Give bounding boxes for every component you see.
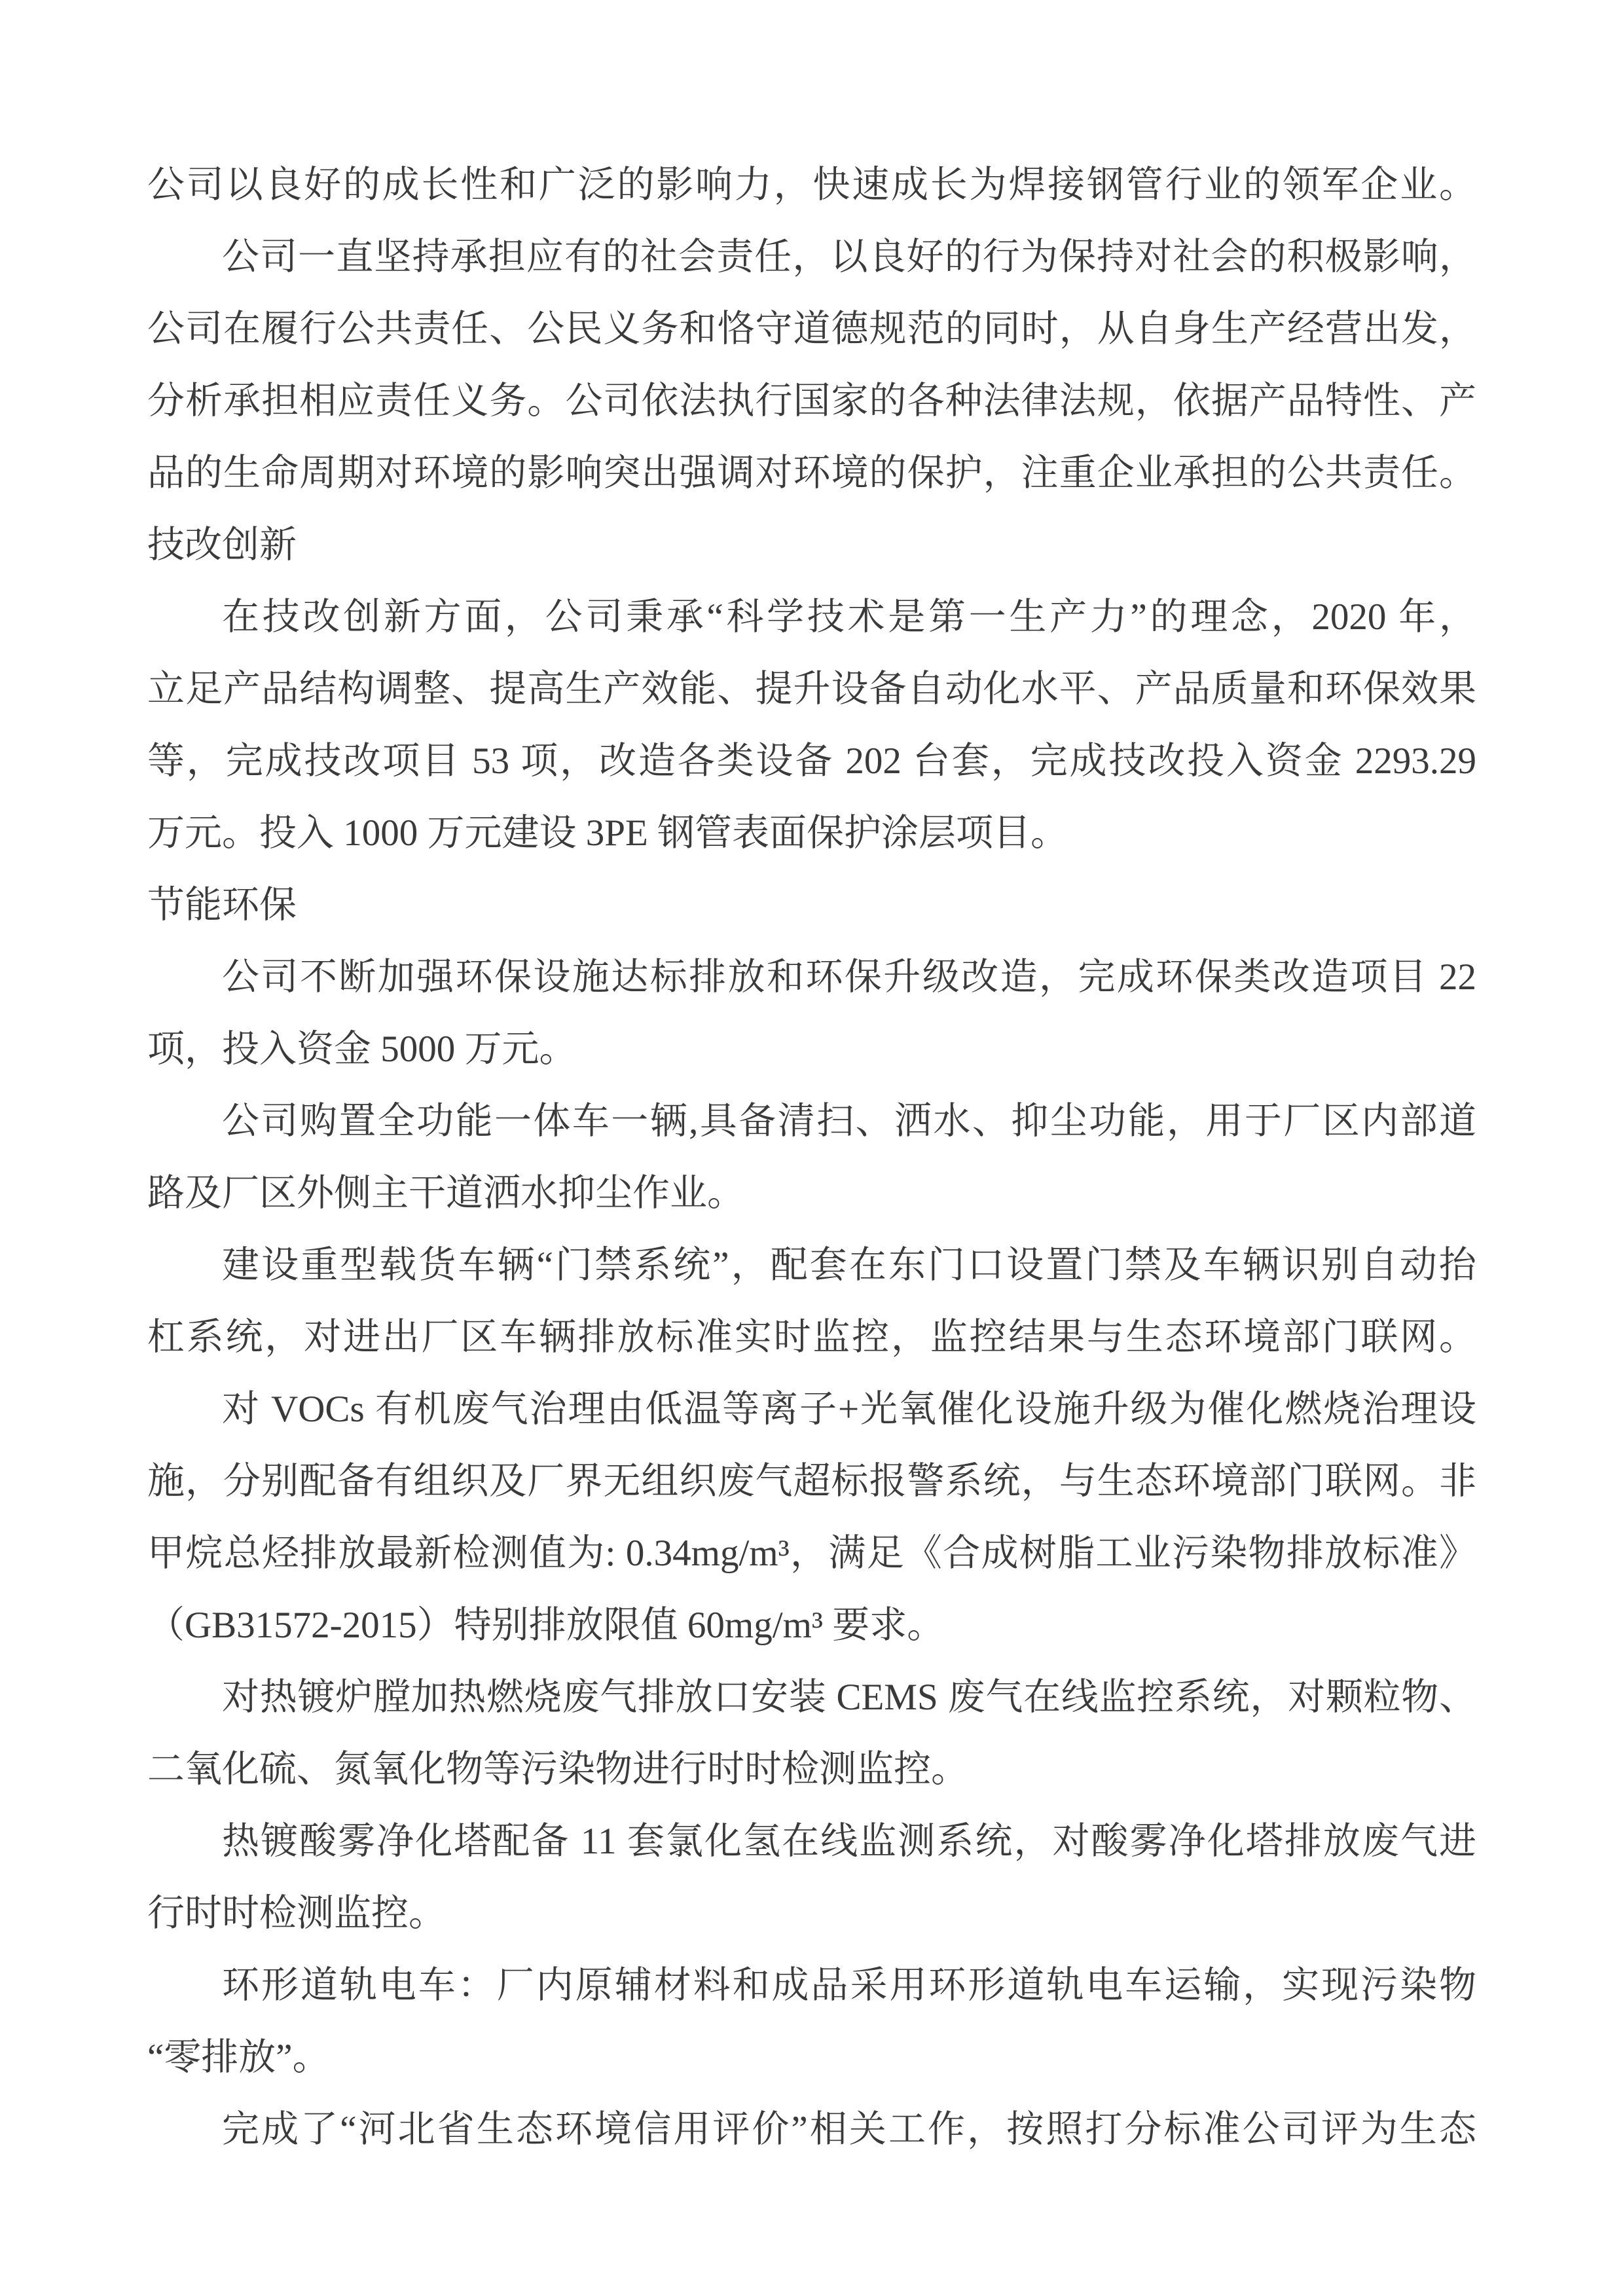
heading-energy-env: 节能环保: [147, 884, 297, 926]
text-line: 公司在履行公共责任、公民义务和恪守道德规范的同时，从自身生产经营出发，: [147, 308, 1476, 350]
text-line: 热镀酸雾净化塔配备 11 套氯化氢在线监测系统，对酸雾净化塔排放废气进: [222, 1821, 1476, 1862]
text-line: 项，投入资金 5000 万元。: [147, 1029, 577, 1070]
text-line: 公司不断加强环保设施达标排放和环保升级改造，完成环保类改造项目 22: [222, 957, 1476, 998]
text-line: 二氧化硫、氮氧化物等污染物进行时时检测监控。: [147, 1749, 968, 1790]
text-block: [147, 149, 1476, 2166]
text-line: 建设重型载货车辆“门禁系统”，配套在东门口设置门禁及车辆识别自动抬: [222, 1245, 1476, 1286]
text-line: 公司一直坚持承担应有的社会责任，以良好的行为保持对社会的积极影响，: [222, 236, 1476, 278]
text-line: 完成了“河北省生态环境信用评价”相关工作，按照打分标准公司评为生态: [222, 2109, 1476, 2150]
text-line: 品的生命周期对环境的影响突出强调对环境的保护，注重企业承担的公共责任。: [147, 452, 1476, 494]
text-line: 行时时检测监控。: [147, 1893, 446, 1934]
text-line: 立足产品结构调整、提高生产效能、提升设备自动化水平、产品质量和环保效果: [147, 668, 1476, 710]
text-line: 万元。投入 1000 万元建设 3PE 钢管表面保护涂层项目。: [147, 812, 1068, 854]
text-line: 分析承担相应责任义务。公司依法执行国家的各种法律法规，依据产品特性、产: [147, 380, 1476, 422]
text-line: 对热镀炉膛加热燃烧废气排放口安装 CEMS 废气在线监控系统，对颗粒物、: [222, 1677, 1476, 1718]
text-line: 公司购置全功能一体车一辆,具备清扫、洒水、抑尘功能，用于厂区内部道: [222, 1101, 1476, 1142]
text-line: 杠系统，对进出厂区车辆排放标准实时监控，监控结果与生态环境部门联网。: [147, 1317, 1476, 1358]
text-line: 等，完成技改项目 53 项，改造各类设备 202 台套，完成技改投入资金 2293.29: [147, 740, 1476, 782]
text-line: 甲烷总烃排放最新检测值为: 0.34mg/m³，满足《合成树脂工业污染物排放标准》: [147, 1533, 1476, 1574]
text-line: （GB31572-2015）特别排放限值 60mg/m³ 要求。: [147, 1605, 945, 1646]
text-line: 在技改创新方面，公司秉承“科学技术是第一生产力”的理念，2020 年，: [222, 596, 1476, 638]
text-line: 环形道轨电车：厂内原辅材料和成品采用环形道轨电车运输，实现污染物: [222, 1965, 1476, 2006]
text-line: “零排放”。: [147, 2037, 330, 2078]
text-line: 路及厂区外侧主干道洒水抑尘作业。: [147, 1173, 744, 1214]
text-line: 施，分别配备有组织及厂界无组织废气超标报警系统，与生态环境部门联网。非: [147, 1461, 1476, 1502]
text-line: 对 VOCs 有机废气治理由低温等离子+光氧催化设施升级为催化燃烧治理设: [222, 1389, 1476, 1430]
text-line: 公司以良好的成长性和广泛的影响力，快速成长为焊接钢管行业的领军企业。: [147, 164, 1476, 206]
heading-tech-innovation: 技改创新: [147, 524, 297, 566]
